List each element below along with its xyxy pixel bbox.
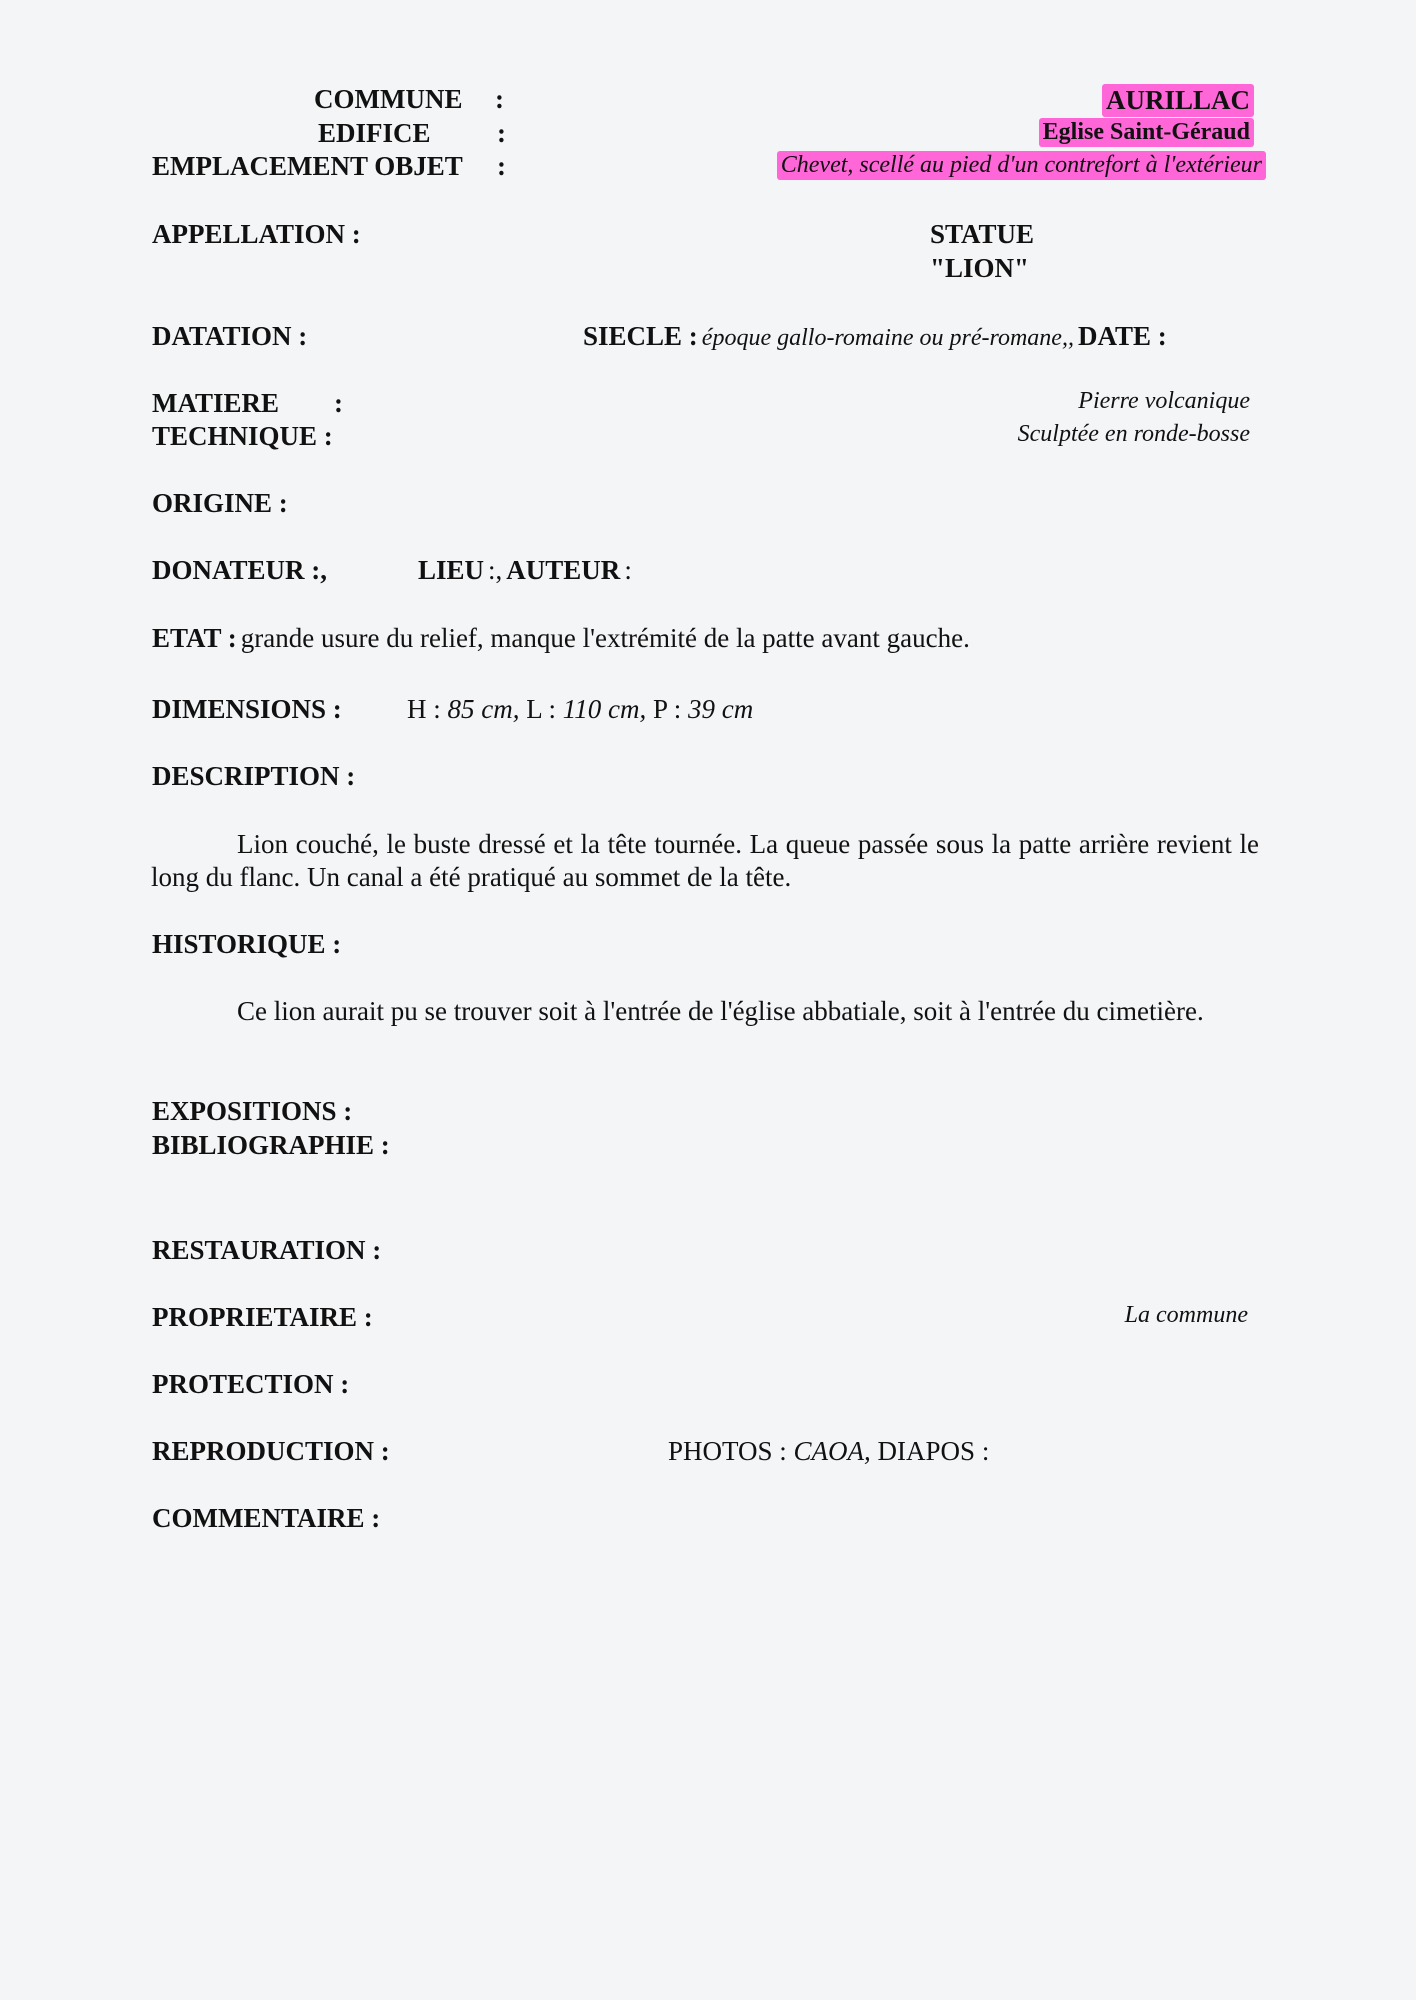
edifice-label: EDIFICE — [318, 118, 431, 148]
historique-body: Ce lion aurait pu se trouver soit à l'entrée de l'église abbatiale, soit à l'entrée du cimetière. — [237, 996, 1204, 1026]
restauration-label: RESTAURATION : — [152, 1235, 382, 1265]
dimensions-label: DIMENSIONS : — [152, 694, 342, 724]
commune-colon: : — [495, 84, 504, 114]
photos-line — [668, 1436, 989, 1467]
photos-label: PHOTOS : — [668, 1436, 787, 1466]
datation-label: DATATION : — [152, 321, 308, 351]
siecle-value: époque gallo-romaine ou pré-romane, — [701, 325, 1068, 351]
historique-text — [151, 995, 1259, 1028]
commune-label: COMMUNE — [314, 84, 463, 114]
lieu-auteur-line — [418, 555, 632, 586]
dim-h-value: 85 cm, — [447, 694, 520, 724]
proprietaire-label: PROPRIETAIRE : — [152, 1302, 373, 1332]
siecle-line — [583, 321, 1167, 352]
emplacement-label: EMPLACEMENT OBJET — [152, 151, 463, 181]
description-label: DESCRIPTION : — [152, 761, 356, 791]
appellation-value-line2: "LION" — [930, 253, 1029, 283]
diapos-label: DIAPOS : — [877, 1436, 990, 1466]
matiere-colon: : — [334, 388, 343, 418]
appellation-label: APPELLATION : — [152, 219, 361, 249]
commentaire-label: COMMENTAIRE : — [152, 1503, 381, 1533]
bibliographie-label: BIBLIOGRAPHIE : — [152, 1130, 390, 1160]
historique-label: HISTORIQUE : — [152, 929, 342, 959]
matiere-label: MATIERE — [152, 388, 280, 418]
expositions-label: EXPOSITIONS : — [152, 1096, 353, 1126]
edifice-colon: : — [497, 118, 506, 148]
dimensions-values — [407, 694, 753, 725]
dim-p-label: P : — [652, 694, 682, 724]
dim-h-label: H : — [407, 694, 441, 724]
description-text — [151, 828, 1259, 894]
auteur-separator: : — [624, 555, 632, 585]
edifice-value: Eglise Saint-Géraud — [1039, 118, 1254, 147]
donateur-label: DONATEUR :, — [152, 555, 327, 585]
auteur-label: AUTEUR — [506, 555, 621, 585]
etat-value: grande usure du relief, manque l'extrémité de la patte avant gauche. — [240, 623, 970, 653]
photos-value: CAOA, — [793, 1436, 871, 1466]
etat-line — [152, 623, 970, 654]
commune-value: AURILLAC — [1102, 84, 1254, 117]
origine-label: ORIGINE : — [152, 488, 288, 518]
lieu-label: LIEU — [418, 555, 485, 585]
emplacement-value: Chevet, scellé au pied d'un contrefort à l'extérieur — [777, 151, 1266, 180]
protection-label: PROTECTION : — [152, 1369, 350, 1399]
dim-l-value: 110 cm, — [562, 694, 647, 724]
lieu-separator: :, — [488, 555, 503, 585]
proprietaire-value: La commune — [1124, 1302, 1248, 1328]
dim-l-label: L : — [526, 694, 556, 724]
siecle-label: SIECLE : — [583, 321, 698, 351]
technique-label: TECHNIQUE : — [152, 421, 333, 451]
siecle-separator: , — [1067, 325, 1074, 351]
technique-value: Sculptée en ronde-bosse — [1017, 421, 1250, 447]
etat-label: ETAT : — [152, 623, 237, 653]
emplacement-colon: : — [497, 151, 506, 181]
appellation-value-line1: STATUE — [930, 219, 1035, 249]
description-body: Lion couché, le buste dressé et la tête tournée. La queue passée sous la patte arrière revient le long du flanc. Un canal a été pratiqué au sommet de la tête. — [151, 829, 1259, 892]
reproduction-label: REPRODUCTION : — [152, 1436, 390, 1466]
matiere-value: Pierre volcanique — [1078, 388, 1250, 414]
date-label: DATE : — [1077, 321, 1167, 351]
dim-p-value: 39 cm — [687, 694, 754, 724]
